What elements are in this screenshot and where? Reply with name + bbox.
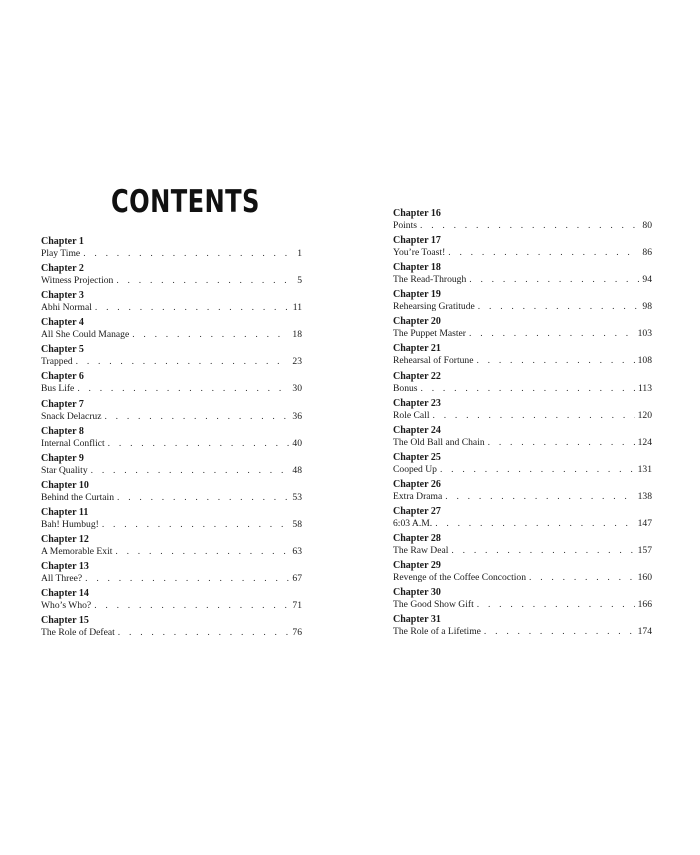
dot-leader xyxy=(488,437,635,449)
chapter-label: Chapter 29 xyxy=(393,560,441,572)
chapter-line xyxy=(393,274,652,286)
chapter-line xyxy=(393,491,652,503)
dot-leader xyxy=(445,491,634,503)
chapter-label: Chapter 24 xyxy=(393,424,441,436)
chapter-line xyxy=(41,411,302,423)
page-number: 23 xyxy=(292,356,302,368)
dot-leader xyxy=(91,465,290,477)
chapter-title: Witness Projection xyxy=(41,275,114,287)
page-number: 131 xyxy=(637,463,652,475)
page-number: 160 xyxy=(637,572,652,584)
dot-leader xyxy=(476,355,634,367)
chapter-label: Chapter 22 xyxy=(393,370,441,382)
dot-leader xyxy=(478,301,640,313)
chapter-title: The Role of a Lifetime xyxy=(393,626,481,638)
chapter-line xyxy=(41,329,302,341)
chapter-title: Abhi Normal xyxy=(41,302,92,314)
toc-entry[interactable] xyxy=(393,398,652,425)
dot-leader xyxy=(529,572,635,584)
page-number: 113 xyxy=(637,382,652,394)
page-number: 138 xyxy=(637,490,652,502)
page-number: 157 xyxy=(637,545,652,557)
chapter-line xyxy=(41,438,302,450)
chapter-line xyxy=(393,518,652,530)
chapter-label: Chapter 4 xyxy=(41,317,84,329)
chapter-label: Chapter 26 xyxy=(393,478,441,490)
toc-right-column xyxy=(393,208,652,642)
page-number: 166 xyxy=(637,599,652,611)
chapter-line xyxy=(41,356,302,368)
toc-left-column xyxy=(41,236,302,642)
toc-entry[interactable] xyxy=(393,587,652,614)
chapter-label: Chapter 9 xyxy=(41,452,84,464)
chapter-title: The Read-Through xyxy=(393,274,467,286)
chapter-title: Play Time xyxy=(41,248,81,259)
toc-entry[interactable] xyxy=(41,534,302,561)
chapter-line xyxy=(393,626,652,638)
page-number: 86 xyxy=(642,247,652,259)
toc-entry[interactable] xyxy=(393,614,652,641)
toc-entry[interactable] xyxy=(393,262,652,289)
chapter-label: Chapter 27 xyxy=(393,506,441,518)
chapter-title: Bonus xyxy=(393,382,418,394)
chapter-title: Bah! Humbug! xyxy=(41,518,99,530)
chapter-line xyxy=(393,410,652,422)
chapter-line xyxy=(393,301,652,313)
dot-leader xyxy=(420,220,639,232)
dot-leader xyxy=(77,383,289,395)
chapter-line xyxy=(393,383,652,395)
page-number: 18 xyxy=(292,329,302,341)
chapter-line xyxy=(41,627,302,639)
chapter-line xyxy=(393,599,652,611)
chapter-label: Chapter 2 xyxy=(41,263,84,275)
dot-leader xyxy=(95,302,290,314)
chapter-line xyxy=(41,600,302,612)
page-number: 58 xyxy=(292,518,302,530)
page-number: 1 xyxy=(297,248,302,259)
page-number: 124 xyxy=(637,436,652,448)
chapter-line xyxy=(393,355,652,367)
chapter-title: Star Quality xyxy=(41,464,88,476)
toc-entry[interactable] xyxy=(393,506,652,533)
page-number: 36 xyxy=(292,410,302,422)
chapter-line xyxy=(393,464,652,476)
chapter-line xyxy=(41,519,302,531)
toc-entry[interactable] xyxy=(41,236,302,263)
toc-entry[interactable] xyxy=(41,399,302,426)
dot-leader xyxy=(117,492,289,504)
page-number: 67 xyxy=(292,573,302,585)
chapter-title: The Good Show Gift xyxy=(393,599,474,611)
toc-entry[interactable] xyxy=(41,317,302,344)
chapter-title: The Puppet Master xyxy=(393,328,467,340)
toc-entry[interactable] xyxy=(393,235,652,262)
chapter-title: Internal Conflict xyxy=(41,437,105,449)
chapter-title: You’re Toast! xyxy=(393,247,446,259)
chapter-label: Chapter 6 xyxy=(41,371,84,383)
toc-entry[interactable] xyxy=(41,344,302,371)
chapter-label: Chapter 13 xyxy=(41,561,89,573)
dot-leader xyxy=(116,275,294,287)
page-number: 108 xyxy=(637,355,652,367)
chapter-label: Chapter 28 xyxy=(393,533,441,545)
dot-leader xyxy=(102,519,290,531)
dot-leader xyxy=(440,464,635,476)
chapter-label: Chapter 5 xyxy=(41,344,84,356)
chapter-title: Who’s Who? xyxy=(41,600,92,612)
chapter-line xyxy=(41,275,302,287)
chapter-title: The Role of Defeat xyxy=(41,627,115,639)
chapter-line xyxy=(393,437,652,449)
chapter-title: The Old Ball and Chain xyxy=(393,436,485,448)
chapter-label: Chapter 12 xyxy=(41,534,89,546)
toc-entry[interactable] xyxy=(41,263,302,290)
toc-entry[interactable] xyxy=(41,453,302,480)
toc-entry[interactable] xyxy=(41,561,302,588)
page-number: 48 xyxy=(292,464,302,476)
toc-entry[interactable] xyxy=(393,479,652,506)
chapter-title: Trapped xyxy=(41,356,73,368)
chapter-label: Chapter 17 xyxy=(393,235,441,247)
toc-entry[interactable] xyxy=(393,343,652,370)
dot-leader xyxy=(435,518,634,530)
chapter-label: Chapter 14 xyxy=(41,588,89,600)
chapter-line xyxy=(393,247,652,259)
page-number: 5 xyxy=(297,275,302,287)
toc-entry[interactable] xyxy=(393,425,652,452)
chapter-label: Chapter 3 xyxy=(41,290,84,302)
chapter-label: Chapter 31 xyxy=(393,614,441,626)
dot-leader xyxy=(421,383,635,395)
dot-leader xyxy=(448,247,639,259)
page-number: 40 xyxy=(292,437,302,449)
dot-leader xyxy=(132,329,289,341)
chapter-label: Chapter 11 xyxy=(41,506,89,518)
page-number: 103 xyxy=(637,328,652,340)
chapter-label: Chapter 7 xyxy=(41,398,84,410)
dot-leader xyxy=(118,627,290,639)
toc-entry[interactable] xyxy=(41,480,302,507)
dot-leader xyxy=(104,411,289,423)
chapter-label: Chapter 21 xyxy=(393,343,441,355)
dot-leader xyxy=(433,410,635,422)
page-number: 174 xyxy=(637,626,652,638)
chapter-title: Cooped Up xyxy=(393,463,437,475)
chapter-line xyxy=(41,383,302,395)
page-number: 53 xyxy=(292,491,302,503)
page-number: 80 xyxy=(642,220,652,231)
dot-leader xyxy=(94,600,289,612)
chapter-line xyxy=(41,492,302,504)
dot-leader xyxy=(83,248,294,260)
chapter-line xyxy=(393,220,652,232)
page-number: 120 xyxy=(637,409,652,421)
page-number: 98 xyxy=(642,301,652,313)
dot-leader xyxy=(451,545,634,557)
page-number: 94 xyxy=(642,274,652,286)
dot-leader xyxy=(76,356,290,368)
chapter-title: All Three? xyxy=(41,573,83,585)
toc-entry[interactable] xyxy=(41,588,302,615)
dot-leader xyxy=(477,599,635,611)
chapter-line xyxy=(393,328,652,340)
chapter-label: Chapter 30 xyxy=(393,587,441,599)
chapter-label: Chapter 10 xyxy=(41,479,89,491)
chapter-title: Extra Drama xyxy=(393,490,443,502)
chapter-title: A Memorable Exit xyxy=(41,546,113,558)
chapter-label: Chapter 25 xyxy=(393,451,441,463)
chapter-label: Chapter 20 xyxy=(393,316,441,328)
chapter-line xyxy=(41,248,302,260)
chapter-label: Chapter 16 xyxy=(393,208,441,219)
toc-entry[interactable] xyxy=(41,507,302,534)
chapter-title: Rehearsal of Fortune xyxy=(393,355,474,367)
chapter-line xyxy=(393,572,652,584)
page-title: CONTENTS xyxy=(111,184,260,220)
chapter-title: Behind the Curtain xyxy=(41,491,115,503)
toc-entry[interactable] xyxy=(393,533,652,560)
chapter-label: Chapter 15 xyxy=(41,615,89,627)
dot-leader xyxy=(85,573,289,585)
chapter-title: Role Call xyxy=(393,409,430,421)
dot-leader xyxy=(469,274,639,286)
dot-leader xyxy=(115,546,289,558)
toc-entry[interactable] xyxy=(393,208,652,235)
toc-entry[interactable] xyxy=(393,560,652,587)
chapter-label: Chapter 18 xyxy=(393,262,441,274)
chapter-label: Chapter 1 xyxy=(41,236,84,247)
toc-entry[interactable] xyxy=(41,290,302,317)
dot-leader xyxy=(108,438,290,450)
toc-entry[interactable] xyxy=(393,289,652,316)
page-number: 63 xyxy=(292,546,302,558)
toc-entry[interactable] xyxy=(393,452,652,479)
chapter-line xyxy=(41,302,302,314)
chapter-title: Bus Life xyxy=(41,383,75,395)
page-number: 76 xyxy=(292,627,302,639)
toc-entry[interactable] xyxy=(393,316,652,343)
chapter-line xyxy=(41,546,302,558)
page-number: 11 xyxy=(292,302,302,314)
chapter-title: Rehearsing Gratitude xyxy=(393,301,475,313)
toc-entry[interactable] xyxy=(41,615,302,642)
chapter-label: Chapter 8 xyxy=(41,425,84,437)
dot-leader xyxy=(484,626,635,638)
chapter-title: The Raw Deal xyxy=(393,545,449,557)
chapter-title: Snack Delacruz xyxy=(41,410,102,422)
chapter-title: Revenge of the Coffee Concoction xyxy=(393,572,527,584)
toc-entry[interactable] xyxy=(393,371,652,398)
page-number: 147 xyxy=(637,518,652,530)
dot-leader xyxy=(469,328,635,340)
chapter-line xyxy=(41,465,302,477)
chapter-title: Points xyxy=(393,220,417,231)
chapter-line xyxy=(393,545,652,557)
toc-entry[interactable] xyxy=(41,426,302,453)
chapter-label: Chapter 19 xyxy=(393,289,441,301)
page-number: 71 xyxy=(292,600,302,612)
chapter-line xyxy=(41,573,302,585)
page-number: 30 xyxy=(292,383,302,395)
chapter-title: All She Could Manage xyxy=(41,329,130,341)
chapter-title: 6:03 A.M. xyxy=(393,518,433,530)
chapter-label: Chapter 23 xyxy=(393,397,441,409)
toc-entry[interactable] xyxy=(41,371,302,398)
